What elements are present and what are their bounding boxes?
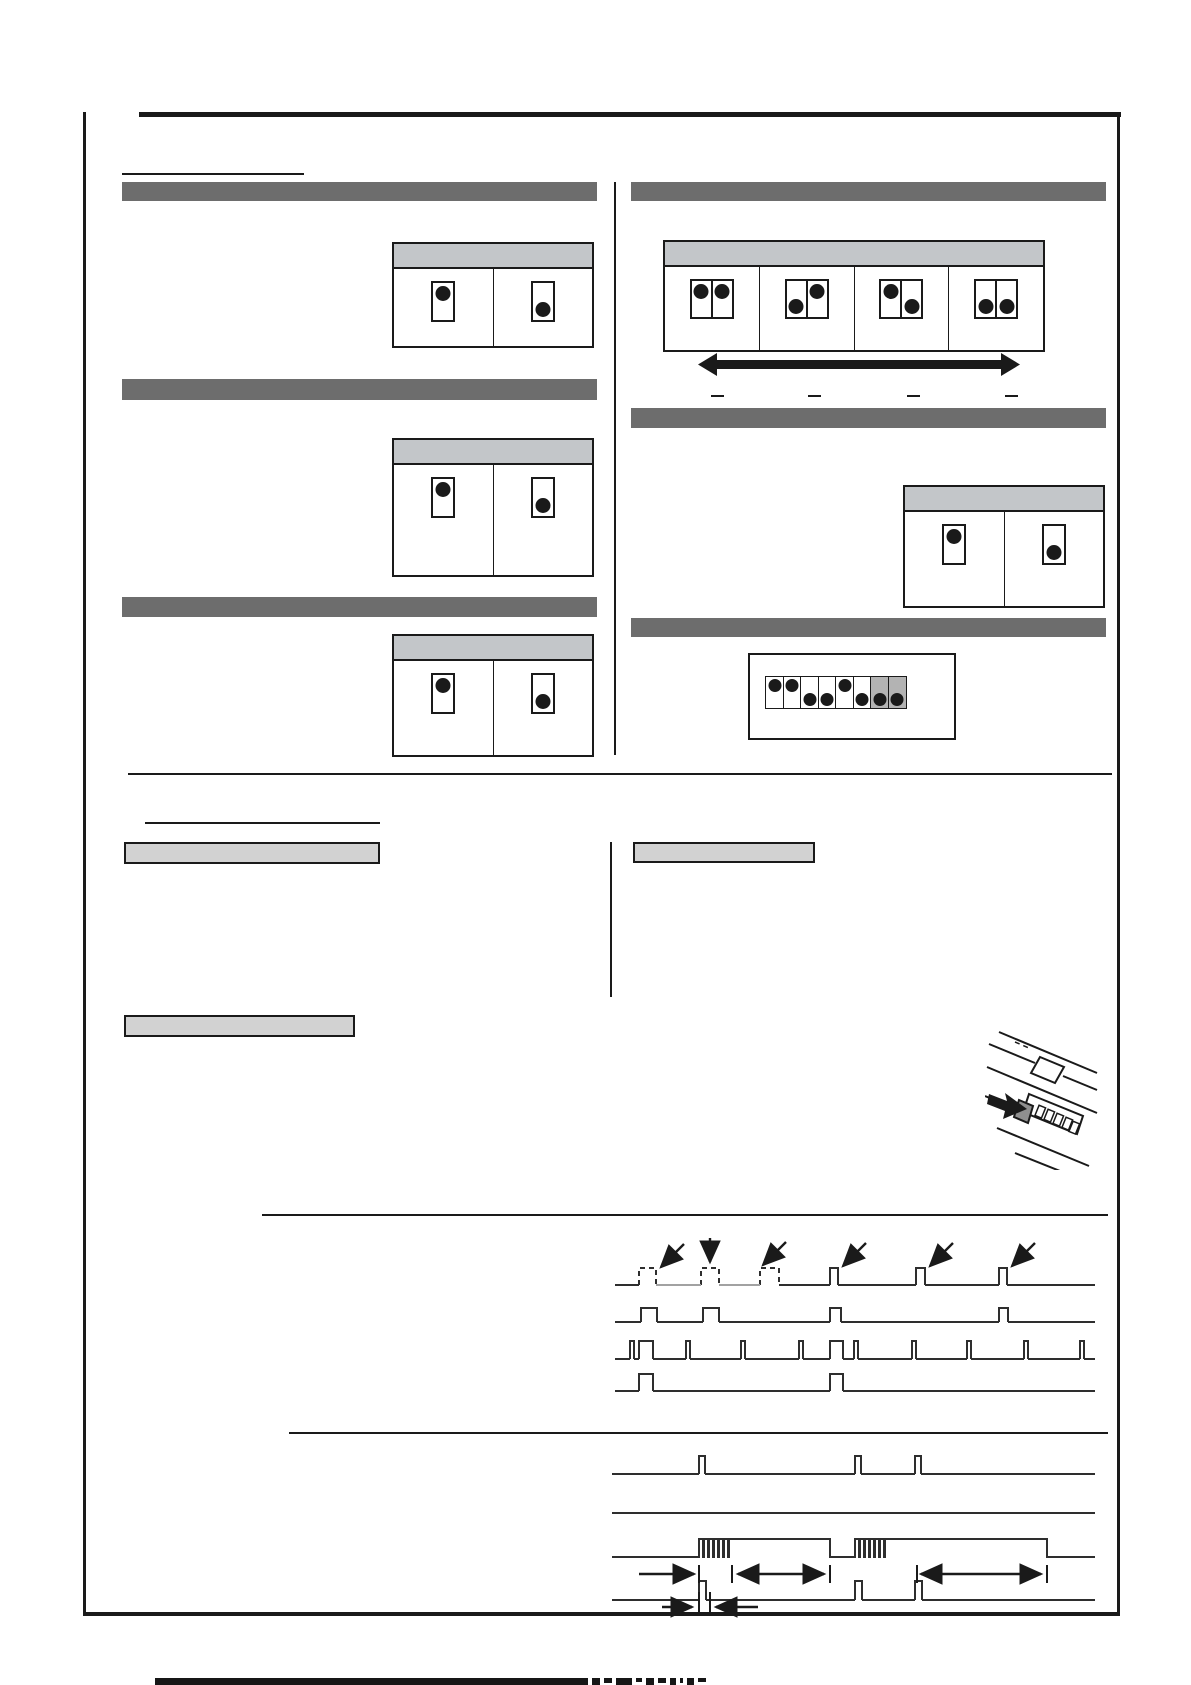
- instrument-illustration: [985, 1020, 1100, 1170]
- section-bar-right-3: [631, 618, 1106, 637]
- upper-column-divider: [614, 182, 616, 755]
- footer-bar: [155, 1678, 588, 1685]
- frame-top-rule: [139, 112, 1121, 117]
- range-tick-3: [907, 395, 920, 397]
- dip-switch-strip: [765, 676, 907, 709]
- label-box-right-1: [633, 842, 815, 863]
- switch-table-left-top: [392, 242, 594, 348]
- dip-switch-7: [870, 676, 889, 709]
- switch-up: [431, 281, 455, 322]
- frame-left-border: [83, 112, 86, 1616]
- switch-down: [995, 279, 1018, 319]
- lower-column-divider: [610, 842, 612, 997]
- switch-cell: [665, 267, 760, 350]
- dip-switch-2: [783, 676, 802, 709]
- switch-up: [711, 279, 734, 319]
- footer-clipped-text: [592, 1678, 706, 1685]
- switch-cell: [760, 267, 855, 350]
- table-header: [665, 242, 1043, 267]
- range-tick-1: [711, 395, 724, 397]
- switch-cell: [394, 269, 494, 346]
- table-header: [394, 636, 592, 661]
- switch-down: [974, 279, 997, 319]
- switch-cell: [905, 512, 1005, 606]
- section-bar-left-3: [122, 597, 597, 617]
- table-header: [905, 487, 1103, 512]
- switch-cell: [494, 465, 593, 575]
- switch-table-left-bottom: [392, 634, 594, 757]
- switch-cell: [949, 267, 1043, 350]
- switch-down: [531, 281, 555, 322]
- frame-bottom-border: [83, 1612, 1120, 1616]
- frame-right-border: [1117, 112, 1120, 1616]
- switch-up: [431, 673, 455, 714]
- table-header: [394, 440, 592, 465]
- switch-down: [531, 477, 555, 518]
- switch-up: [879, 279, 902, 319]
- dip-switch-8: [888, 676, 907, 709]
- switch-cell: [494, 269, 593, 346]
- switch-table-right-top: [663, 240, 1045, 352]
- switch-table-right-middle: [903, 485, 1105, 608]
- dip-switch-6: [853, 676, 872, 709]
- timing-rule-2: [289, 1432, 1108, 1434]
- switch-up: [806, 279, 829, 319]
- top-heading-underline: [122, 173, 304, 175]
- mid-page-divider: [128, 773, 1112, 775]
- table-header: [394, 244, 592, 269]
- section-bar-right-1: [631, 182, 1106, 201]
- lower-heading-underline: [145, 822, 380, 824]
- switch-up: [690, 279, 713, 319]
- switch-down: [900, 279, 923, 319]
- dip-switch-3: [800, 676, 819, 709]
- range-tick-2: [808, 395, 821, 397]
- dip-switch-4: [818, 676, 837, 709]
- switch-down: [531, 673, 555, 714]
- section-bar-left-1: [122, 182, 597, 201]
- switch-down: [785, 279, 808, 319]
- timing-rule-1: [262, 1214, 1108, 1216]
- section-bar-right-2: [631, 408, 1106, 428]
- dip-switch-1: [765, 676, 784, 709]
- switch-up: [431, 477, 455, 518]
- switch-cell: [394, 465, 494, 575]
- double-arrow-icon: [698, 351, 1020, 378]
- dip-switch-5: [835, 676, 854, 709]
- switch-down: [1042, 524, 1066, 565]
- switch-table-left-middle: [392, 438, 594, 577]
- range-tick-4: [1005, 395, 1018, 397]
- label-box-left-1: [124, 842, 380, 864]
- switch-cell: [1005, 512, 1104, 606]
- switch-up: [942, 524, 966, 565]
- switch-cell: [855, 267, 950, 350]
- switch-cell: [394, 661, 494, 755]
- label-box-left-2: [124, 1015, 355, 1037]
- switch-cell: [494, 661, 593, 755]
- section-bar-left-2: [122, 379, 597, 400]
